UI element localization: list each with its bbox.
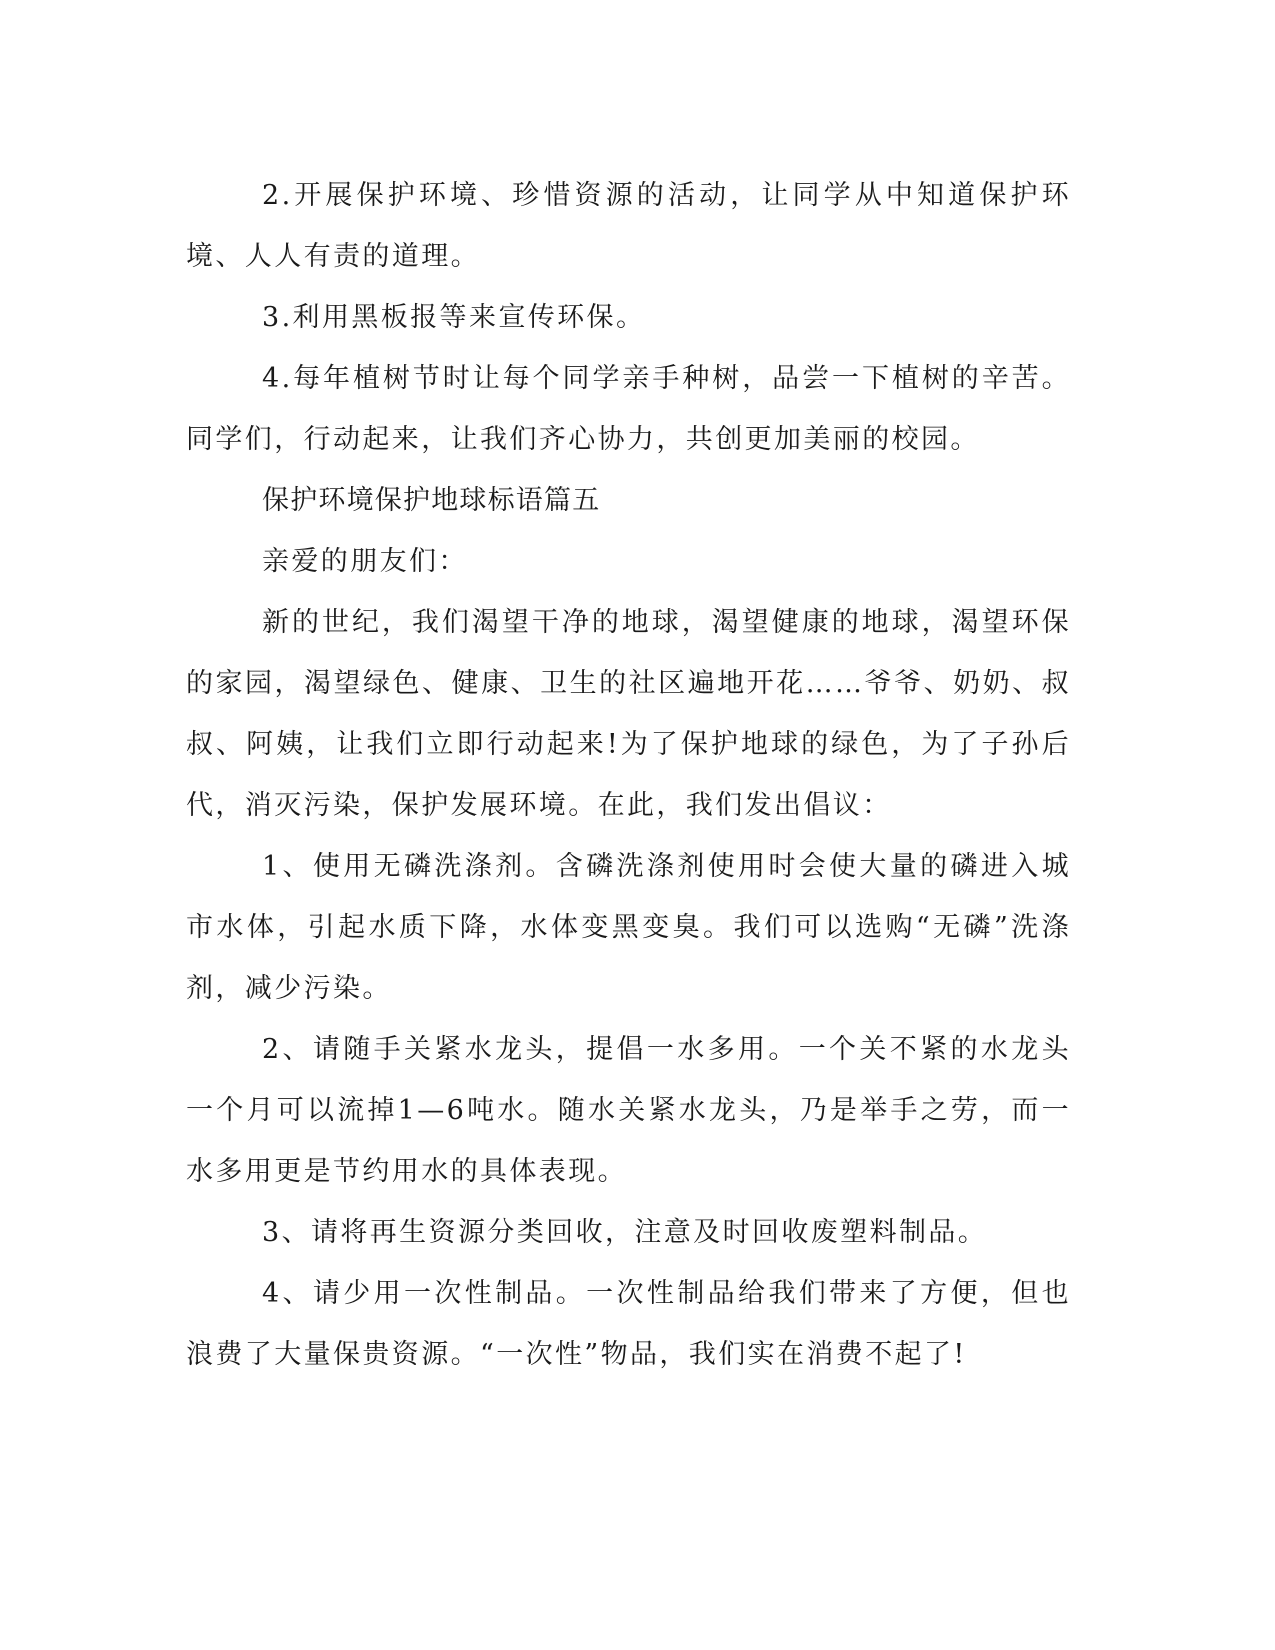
paragraph-intro: 新的世纪，我们渴望干净的地球，渴望健康的地球，渴望环保的家园，渴望绿色、健康、卫生的社区遍地开花……爷爷、奶奶、叔叔、阿姨，让我们立即行动起来!为了保护地球的绿色，为了子孙后代，消灭污染，保护发展环境。在此，我们发出倡议： [186,607,1071,821]
section-heading: 保护环境保护地球标语篇五 [262,485,601,516]
paragraph-activity-3: 3.利用黑板报等来宣传环保。 [262,302,646,333]
proposal-item-4: 4、请少用一次性制品。一次性制品给我们带来了方便，但也浪费了大量保贵资源。“一次性”物品，我们实在消费不起了! [186,1278,1071,1370]
salutation: 亲爱的朋友们： [262,546,468,577]
proposal-item-2: 2、请随手关紧水龙头，提倡一水多用。一个关不紧的水龙头一个月可以流掉1—6吨水。随水关紧水龙头，乃是举手之劳，而一水多用更是节约用水的具体表现。 [186,1034,1071,1187]
paragraph-activity-2: 2.开展保护环境、珍惜资源的活动，让同学从中知道保护环境、人人有责的道理。 [186,180,1071,272]
proposal-item-3: 3、请将再生资源分类回收，注意及时回收废塑料制品。 [262,1217,988,1248]
paragraph-activity-4: 4.每年植树节时让每个同学亲手种树，品尝一下植树的辛苦。同学们，行动起来，让我们齐心协力，共创更加美丽的校园。 [186,363,1071,455]
document-page [186,165,1071,1385]
proposal-item-1: 1、使用无磷洗涤剂。含磷洗涤剂使用时会使大量的磷进入城市水体，引起水质下降，水体变黑变臭。我们可以选购“无磷”洗涤剂，减少污染。 [186,851,1071,1004]
